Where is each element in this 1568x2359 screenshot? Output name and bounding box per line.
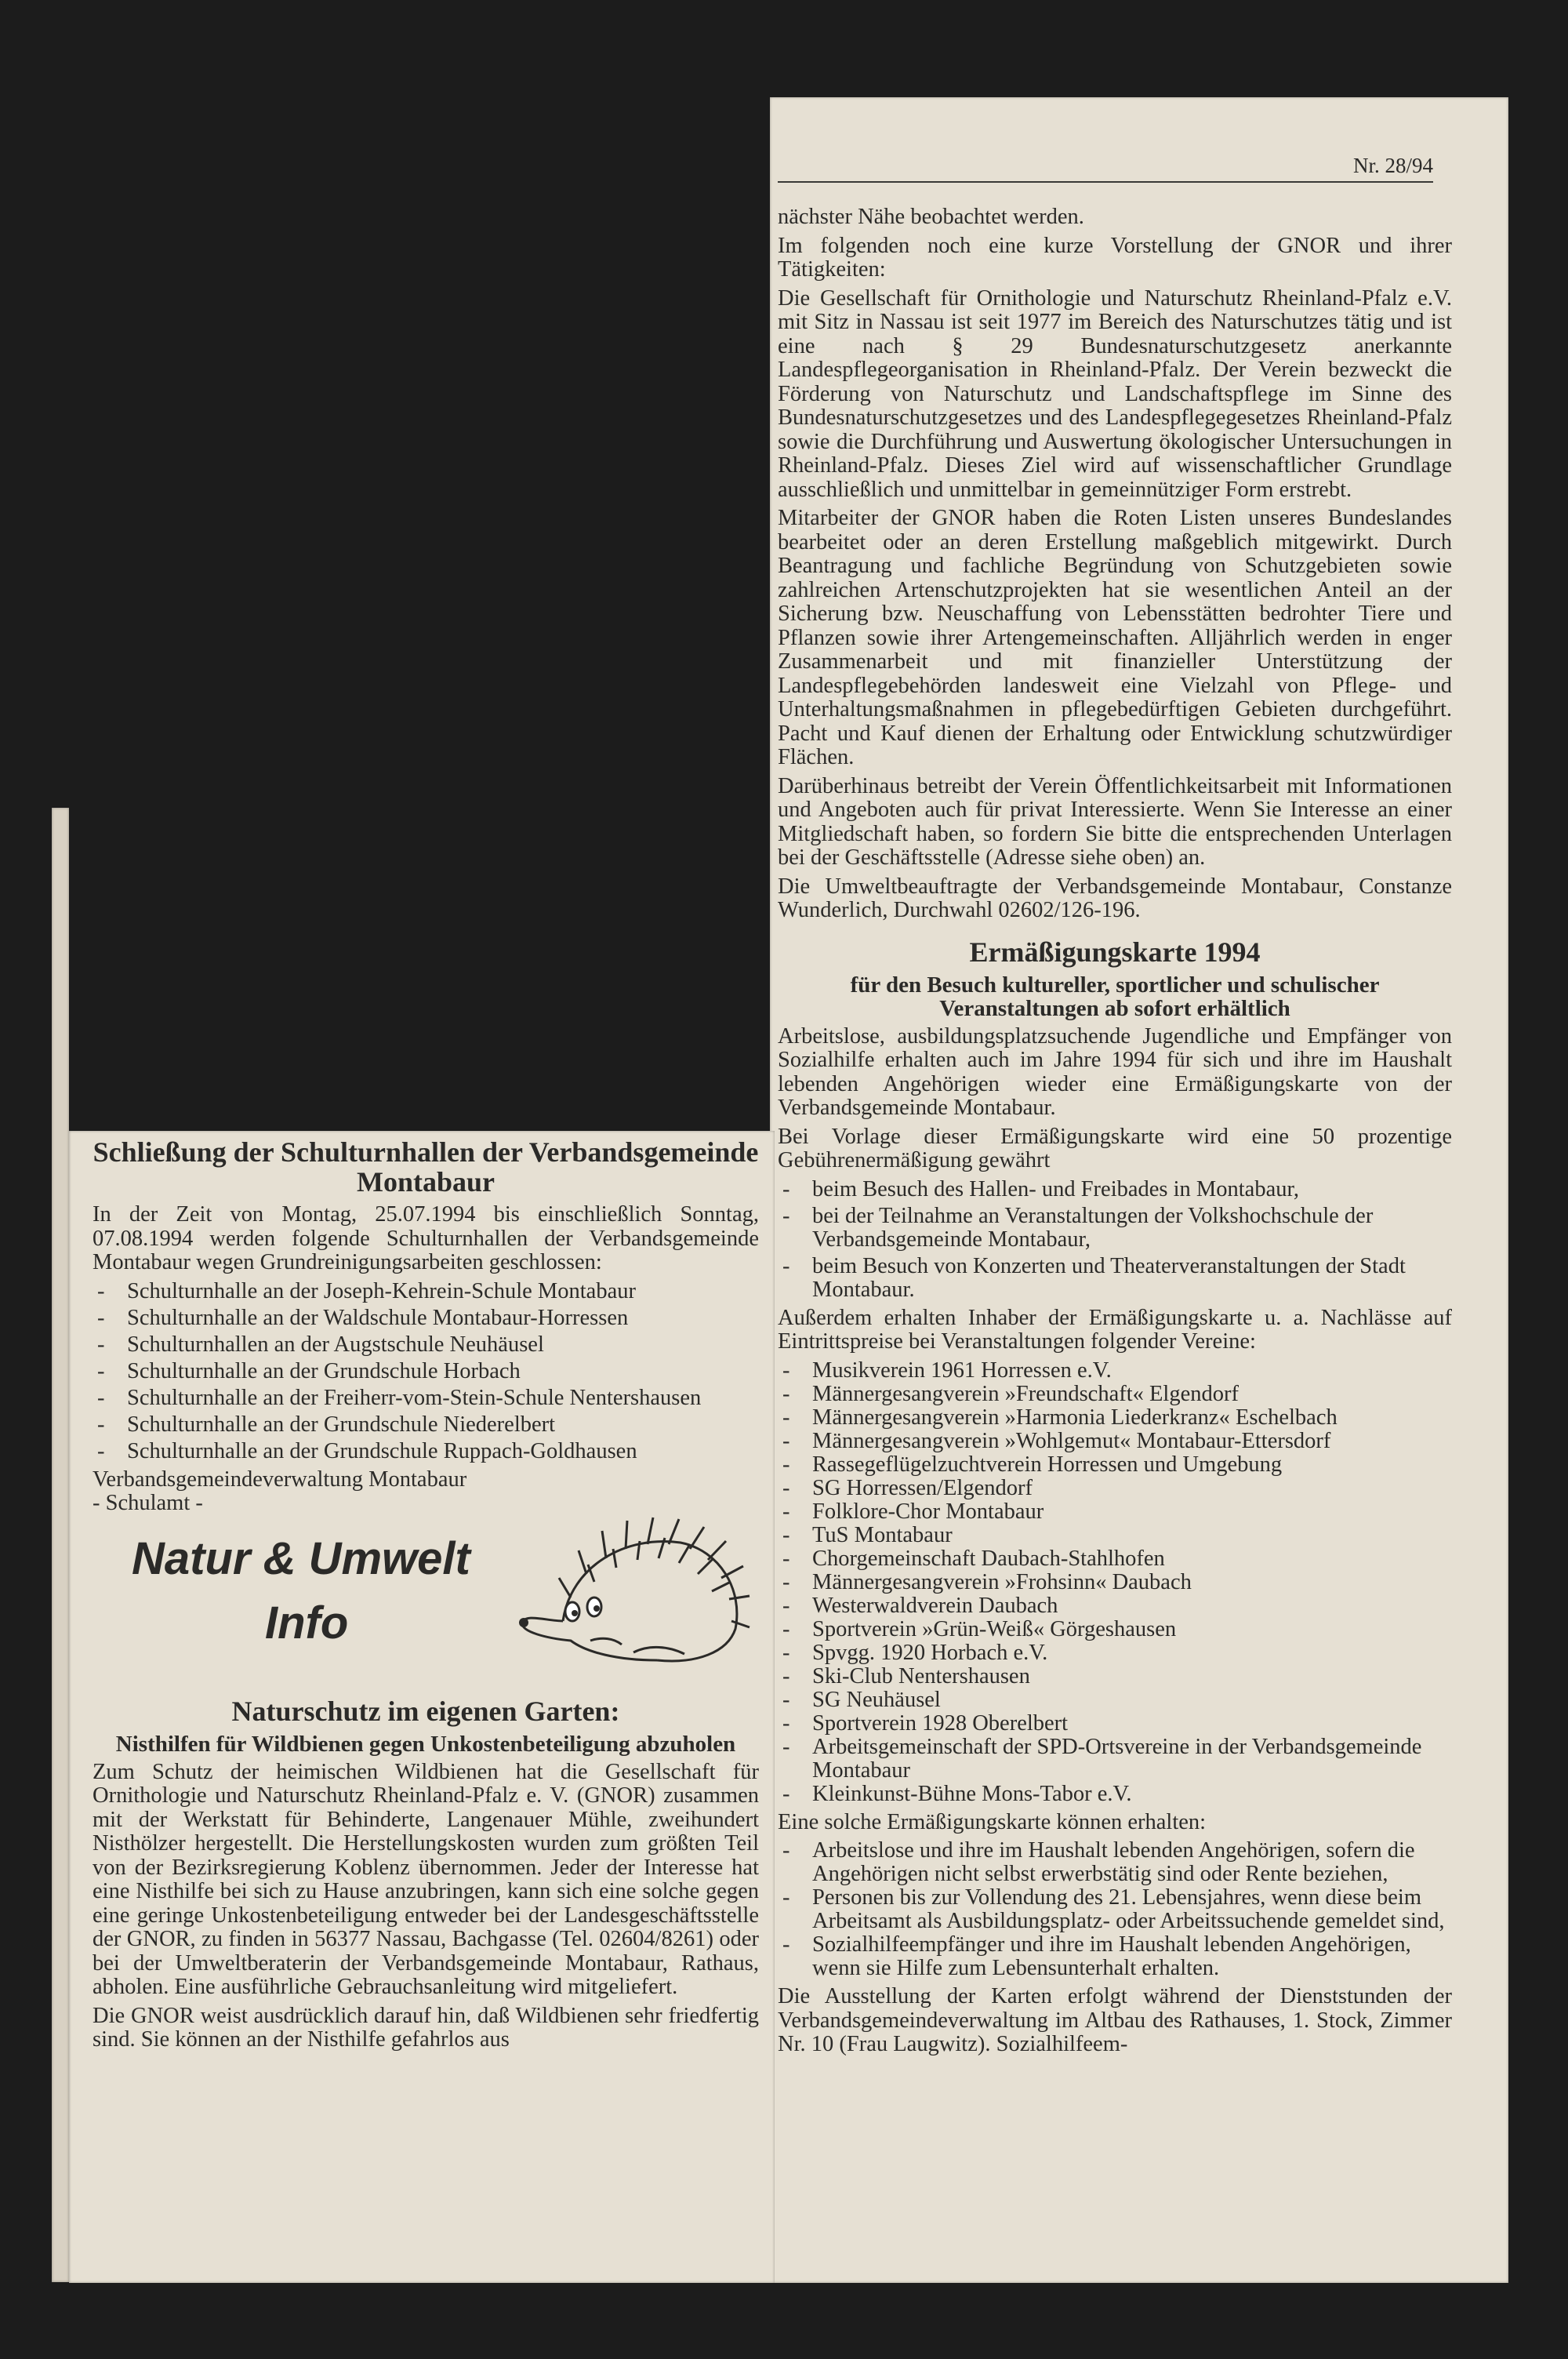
closure-list (93, 1280, 759, 1463)
right-column (778, 157, 1452, 2062)
section-subheading: Nisthilfen für Wildbienen gegen Unkostenbeteiligung abzuholen (115, 1731, 736, 1757)
paragraph: nächster Nähe beobachtet werden. (778, 205, 1084, 229)
list-item: - Männergesangverein »Harmonia Liederkranz« Eschelbach (778, 1406, 1452, 1430)
paragraph: Die Umweltbeauftragte der Verbandsgemeinde Montabaur, Constanze Wunderlich, Durchwahl 02602/126-196. (778, 874, 1452, 922)
discount-list (778, 1178, 1452, 1302)
paragraph: Mitarbeiter der GNOR haben die Roten Listen unseres Bundeslandes bearbeitet oder an deren Erstellung maßgeblich mitgewirkt. Durch Beantragung und fachliche Begründung von Schutzgebieten sowie zahlreichen Artenschutzprojekten hat sie wesentlichen Anteil an der Sicherung bzw. Neuschaffung von Lebensstätten bedrohter Tiere und Pflanzen sowie ihrer Artengemeinschaften. Alljährlich werden in enger Zusammenarbeit und mit finanzieller Unterstützung der Landespflegebehörden landesweit eine Vielzahl von Pflege- und Unterhaltungsmaßnahmen in pflegebedürftigen Gebieten durchgeführt. Pacht und Kauf dienen der Erhaltung oder Entwicklung schutzwürdiger Flächen. (778, 506, 1452, 769)
signature-line: Verbandsgemeindeverwaltung Montabaur (93, 1467, 467, 1492)
list-item: - Schulturnhalle an der Freiherr-vom-Stein-Schule Nentershausen (93, 1387, 759, 1410)
left-column (93, 1123, 759, 2057)
list-item: - Schulturnhallen an der Augstschule Neuhäusel (93, 1333, 759, 1357)
list-item: - SG Neuhäusel (778, 1688, 1452, 1712)
signature-line: - Schulamt - (93, 1491, 203, 1515)
list-item: - Spvgg. 1920 Horbach e.V. (778, 1641, 1452, 1665)
list-item: - Schulturnhalle an der Grundschule Niederelbert (93, 1413, 759, 1437)
paragraph: Im folgenden noch eine kurze Vorstellung der GNOR und ihrer Tätigkeiten: (778, 233, 1452, 282)
section-subheading: für den Besuch kultureller, sportlicher und schulischer Veranstaltungen ab sofort erhältlich (850, 972, 1380, 1021)
list-item: - Personen bis zur Vollendung des 21. Lebensjahres, wenn diese beim Arbeitsamt als Ausbildungsplatz- oder Arbeitssuchende gemeldet sind, (778, 1886, 1452, 1933)
list-item: - TuS Montabaur (778, 1524, 1452, 1547)
list-item: - beim Besuch des Hallen- und Freibades in Montabaur, (778, 1178, 1452, 1201)
section-heading: Ermäßigungskarte 1994 (969, 936, 1261, 968)
paragraph: Arbeitslose, ausbildungsplatzsuchende Jugendliche und Empfänger von Sozialhilfe erhalten auch im Jahre 1994 für sich und ihre im Haushalt lebenden Angehörigen wieder eine Ermäßigungskarte von der Verbandsgemeinde Montabaur. (778, 1023, 1452, 1120)
paragraph: Bei Vorlage dieser Ermäßigungskarte wird eine 50 prozentige Gebührenermäßigung gewährt (778, 1124, 1452, 1172)
list-item: - Männergesangverein »Freundschaft« Elgendorf (778, 1383, 1452, 1406)
section-heading: Schließung der Schulturnhallen der Verbandsgemeinde Montabaur (93, 1136, 759, 1198)
list-item: - bei der Teilnahme an Veranstaltungen der Volkshochschule der Verbandsgemeinde Montabaur, (778, 1205, 1452, 1252)
list-item: - Schulturnhalle an der Waldschule Montabaur-Horressen (93, 1307, 759, 1330)
list-item: - Schulturnhalle an der Grundschule Ruppach-Goldhausen (93, 1440, 759, 1463)
issue-number: Nr. 28/94 (778, 154, 1433, 183)
eligibility-list (778, 1839, 1452, 1980)
natur-umwelt-logo (93, 1527, 759, 1692)
hedgehog-icon (516, 1503, 751, 1676)
logo-text: Info (265, 1597, 349, 1648)
paper-edge-strip (52, 808, 69, 2282)
list-item: - SG Horressen/Elgendorf (778, 1477, 1452, 1500)
list-item: - Arbeitsgemeinschaft der SPD-Ortsvereine in der Verbandsgemeinde Montabaur (778, 1736, 1452, 1783)
list-item: - Westerwaldverein Daubach (778, 1594, 1452, 1618)
logo-text: Natur & Umwelt (132, 1532, 470, 1584)
list-item: - Chorgemeinschaft Daubach-Stahlhofen (778, 1547, 1452, 1571)
paragraph: Zum Schutz der heimischen Wildbienen hat die Gesellschaft für Ornithologie und Naturschutz Rheinland-Pfalz e. V. (GNOR) zusammen mit der Werkstatt für Behinderte, Langenauer Mühle, zweihundert Nisthölzer hergestellt. Die Herstellungskosten wurden zum größten Teil von der Bezirksregierung Koblenz übernommen. Jeder der Interesse hat eine Nisthilfe bei sich zu Hause anzubringen, kann sich eine solche gegen eine geringe Unkostenbeteiligung entweder bei der Landesgeschäftsstelle der GNOR, zu finden in 56377 Nassau, Bachgasse (Tel. 02604/8261) oder bei der Umweltberaterin der Verbandsgemeinde Montabaur, Rathaus, abholen. Eine ausführliche Gebrauchsanleitung wird mitgeliefert. (93, 1759, 759, 1999)
paragraph: Die Gesellschaft für Ornithologie und Naturschutz Rheinland-Pfalz e.V. mit Sitz in Nassau ist seit 1977 im Bereich des Naturschutzes tätig und ist eine nach § 29 Bundesnaturschutzgesetz anerkannte Landespflegeorganisation in Rheinland-Pfalz. Der Verein bezweckt die Förderung von Naturschutz und Landschaftspflege im Sinne des Bundesnaturschutzgesetzes und des Landespflegegesetzes Rheinland-Pfalz sowie die Durchführung und Auswertung ökologischer Untersuchungen in Rheinland-Pfalz. Dieses Ziel wird auf wissenschaftlicher Grundlage ausschließlich und unmittelbar in gemeinnütziger Form erstrebt. (778, 285, 1452, 502)
paragraph: Darüberhinaus betreibt der Verein Öffentlichkeitsarbeit mit Informationen und Angeboten auch für privat Interessierte. Wenn Sie Interesse an einer Mitgliedschaft haben, so fordern Sie bitte die entsprechenden Unterlagen bei der Geschäftsstelle (Adresse siehe oben) an. (778, 773, 1452, 870)
section-heading: Naturschutz im eigenen Garten: (231, 1695, 620, 1727)
list-item: - beim Besuch von Konzerten und Theaterveranstaltungen der Stadt Montabaur. (778, 1255, 1452, 1302)
list-item: - Männergesangverein »Frohsinn« Daubach (778, 1571, 1452, 1594)
list-item: - Folklore-Chor Montabaur (778, 1500, 1452, 1524)
list-item: - Musikverein 1961 Horressen e.V. (778, 1359, 1452, 1383)
list-item: - Rassegeflügelzuchtverein Horressen und Umgebung (778, 1453, 1452, 1477)
list-item: - Schulturnhalle an der Grundschule Horbach (93, 1360, 759, 1383)
list-item: - Schulturnhalle an der Joseph-Kehrein-Schule Montabaur (93, 1280, 759, 1303)
paragraph: In der Zeit von Montag, 25.07.1994 bis einschließlich Sonntag, 07.08.1994 werden folgende Schulturnhallen der Verbandsgemeinde Montabaur wegen Grundreinigungsarbeiten geschlossen: (93, 1202, 759, 1274)
list-item: - Sozialhilfeempfänger und ihre im Haushalt lebenden Angehörigen, wenn sie Hilfe zum Lebensunterhalt erhalten. (778, 1933, 1452, 1980)
club-list (778, 1359, 1452, 1806)
paragraph: Außerdem erhalten Inhaber der Ermäßigungskarte u. a. Nachlässe auf Eintrittspreise bei Veranstaltungen folgender Vereine: (778, 1305, 1452, 1354)
paragraph: Die Ausstellung der Karten erfolgt während der Dienststunden der Verbandsgemeindeverwaltung im Altbau des Rathauses, 1. Stock, Zimmer Nr. 10 (Frau Laugwitz). Sozialhilfeem- (778, 1984, 1452, 2056)
list-item: - Sportverein 1928 Oberelbert (778, 1712, 1452, 1736)
paragraph: Die GNOR weist ausdrücklich darauf hin, daß Wildbienen sehr friedfertig sind. Sie können an der Nisthilfe gefahrlos aus (93, 2003, 759, 2052)
list-item: - Ski-Club Nentershausen (778, 1665, 1452, 1688)
paragraph: Eine solche Ermäßigungskarte können erhalten: (778, 1809, 1207, 1834)
list-item: - Arbeitslose und ihre im Haushalt lebenden Angehörigen, sofern die Angehörigen nicht selbst erwerbstätig sind oder Rente beziehen, (778, 1839, 1452, 1886)
list-item: - Sportverein »Grün-Weiß« Görgeshausen (778, 1618, 1452, 1641)
list-item: - Männergesangverein »Wohlgemut« Montabaur-Ettersdorf (778, 1430, 1452, 1453)
list-item: - Kleinkunst-Bühne Mons-Tabor e.V. (778, 1783, 1452, 1806)
